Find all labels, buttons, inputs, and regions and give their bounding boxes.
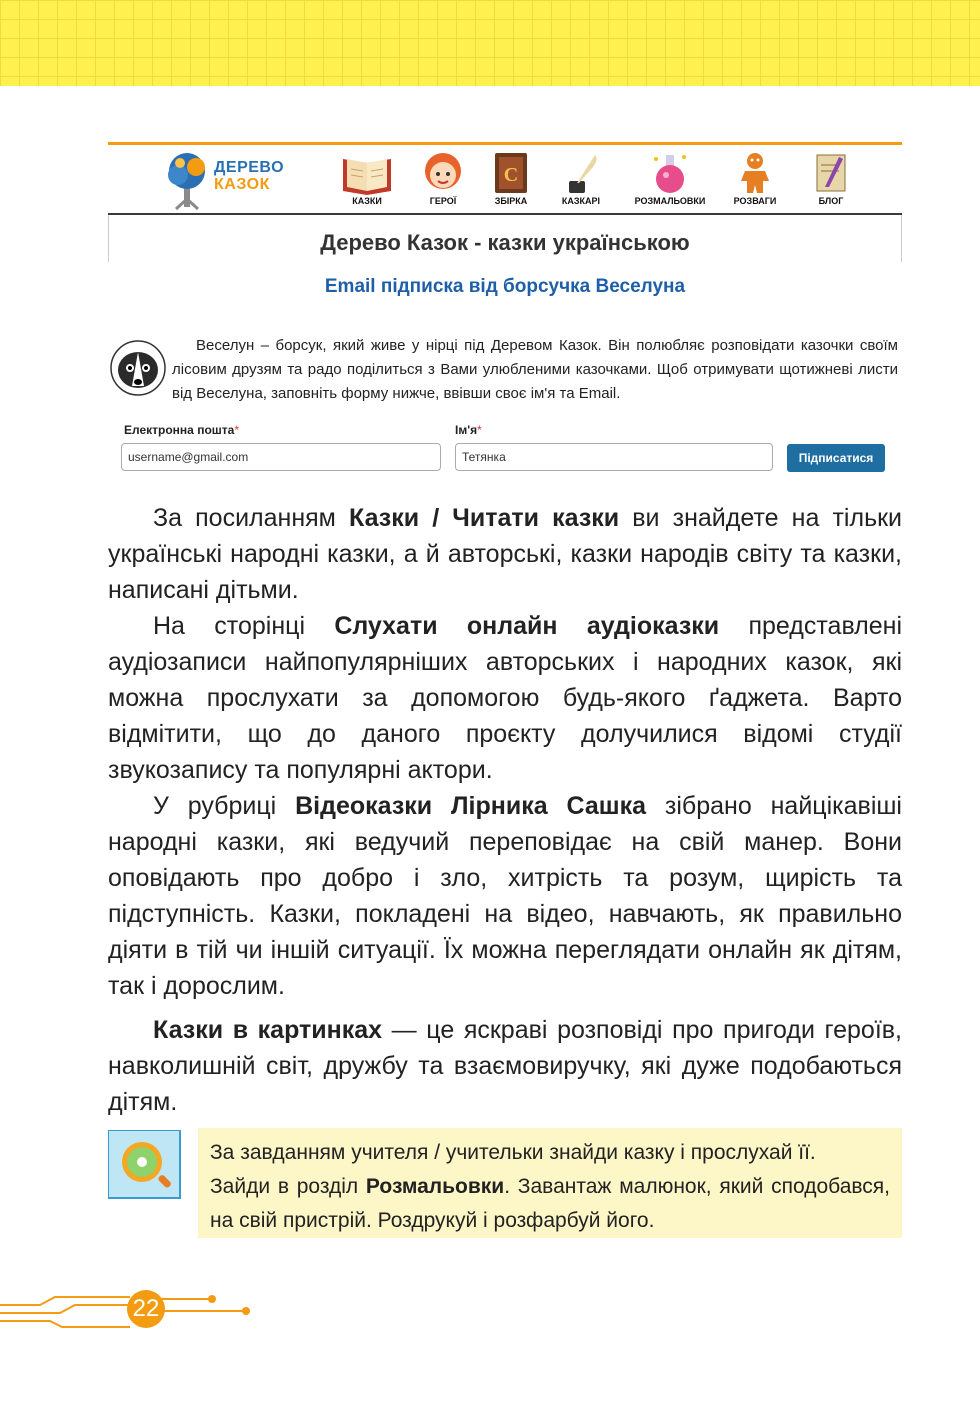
- nav-label: РОЗМАЛЬОВКИ: [634, 196, 706, 206]
- logo-line-2: КАЗОК: [214, 176, 270, 193]
- nav-item-kazky[interactable]: [332, 151, 402, 206]
- link-read-tales: Казки / Читати казки: [349, 504, 620, 532]
- intro-text: Веселун – борсук, який живе у нірці під Деревом Казок. Він полюбляє розповідати казочки своїм лісовим друзям та радо поділиться з Вами улюбленими казочками. Щоб отримувати щотижневі листи від Веселуна, заповніть форму нижче, ввівши своє ім'я та Email.: [172, 337, 898, 402]
- nav-item-zbirka[interactable]: [476, 151, 546, 206]
- name-label: Ім'я*: [455, 423, 482, 437]
- svg-text:С: С: [503, 164, 519, 186]
- nav-label: БЛОГ: [818, 196, 844, 206]
- nav-label: РОЗВАГИ: [733, 196, 777, 206]
- nav-item-rozmalovky[interactable]: [628, 151, 712, 206]
- nav-label: ГЕРОЇ: [429, 196, 457, 206]
- book-icon: [339, 151, 395, 195]
- nav-item-heroi[interactable]: [408, 151, 478, 206]
- site-title: Дерево Казок - казки українською: [320, 230, 690, 255]
- tree-logo-icon[interactable]: [156, 149, 218, 211]
- link-picture-tales: Казки в картинках: [153, 1016, 383, 1044]
- quill-ink-icon: [559, 151, 603, 195]
- girl-face-icon: [421, 151, 465, 195]
- site-navbar: [108, 145, 902, 215]
- nav-item-kazkari[interactable]: [546, 151, 616, 206]
- paragraph-read-tales: За посиланням Казки / Читати казки ви знайдете на тільки українські народні казки, а й авторські, казки народів світу та казки, написані дітьми.: [108, 504, 902, 604]
- potion-flask-icon: [648, 151, 692, 195]
- task-box: [198, 1128, 902, 1238]
- subscribe-button[interactable]: Підписатися: [787, 444, 885, 472]
- badger-avatar-icon: [110, 340, 166, 396]
- scroll-pen-icon: [809, 151, 853, 195]
- paragraph-audio-tales: На сторінці Слухати онлайн аудіоказки представлені аудіозаписи найпопулярніших авторських і народних казок, які можна прослухати за допомогою будь-якого ґаджета. Варто відмітити, що до даного проєкту долучилися відомі студії звукозапису та популярні актори.: [108, 612, 902, 784]
- main-text: [108, 500, 902, 1120]
- task-line-2: Зайди в розділ Розмальовки. Завантаж малюнок, який сподобався, на свій пристрій. Роздрукуй і розфарбуй його.: [210, 1175, 890, 1232]
- site-logo-text[interactable]: [214, 159, 284, 193]
- nav-label: КАЗКИ: [352, 196, 382, 206]
- collection-book-icon: [491, 151, 531, 195]
- website-screenshot: [108, 142, 902, 262]
- subscription-heading: Email підписка від борсучка Веселуна: [324, 276, 686, 297]
- email-label: Електронна пошта*: [124, 423, 239, 437]
- page-number: 22: [132, 1295, 160, 1322]
- nav-item-rozvahy[interactable]: [720, 151, 790, 206]
- magnifier-task-icon: [108, 1130, 182, 1200]
- logo-line-1: ДЕРЕВО: [214, 159, 285, 176]
- link-audio-tales: Слухати онлайн аудіоказки: [334, 612, 720, 640]
- yellow-grid-header: [0, 0, 980, 86]
- nav-label: ЗБІРКА: [494, 196, 528, 206]
- task-line-1: За завданням учителя / учительки знайди казку і прослухай її.: [210, 1141, 816, 1164]
- paragraph-picture-tales: Казки в картинках — це яскраві розповіді про пригоди героїв, навколишній світ, дружбу та взаємовиручку, які дуже подобаються дітям.: [108, 1016, 902, 1116]
- gingerbread-man-icon: [733, 151, 777, 195]
- name-input[interactable]: Тетянка: [455, 443, 773, 471]
- paragraph-video-tales: У рубриці Відеоказки Лірника Сашка зібрано найцікавіші народні казки, які ведучий переповідає на свій манер. Вони оповідають про добро і зло, хитрість та розум, щирість та підступність. Казки, покладені на відео, навчають, як правильно діяти в тій чи іншій ситуації. Їх можна переглядати онлайн як дітям, так і дорослим.: [108, 792, 902, 1000]
- link-video-tales: Відеоказки Лірника Сашка: [295, 792, 647, 820]
- email-input[interactable]: username@gmail.com: [121, 443, 441, 471]
- nav-item-blog[interactable]: [796, 151, 866, 206]
- nav-label: КАЗКАРІ: [561, 196, 601, 206]
